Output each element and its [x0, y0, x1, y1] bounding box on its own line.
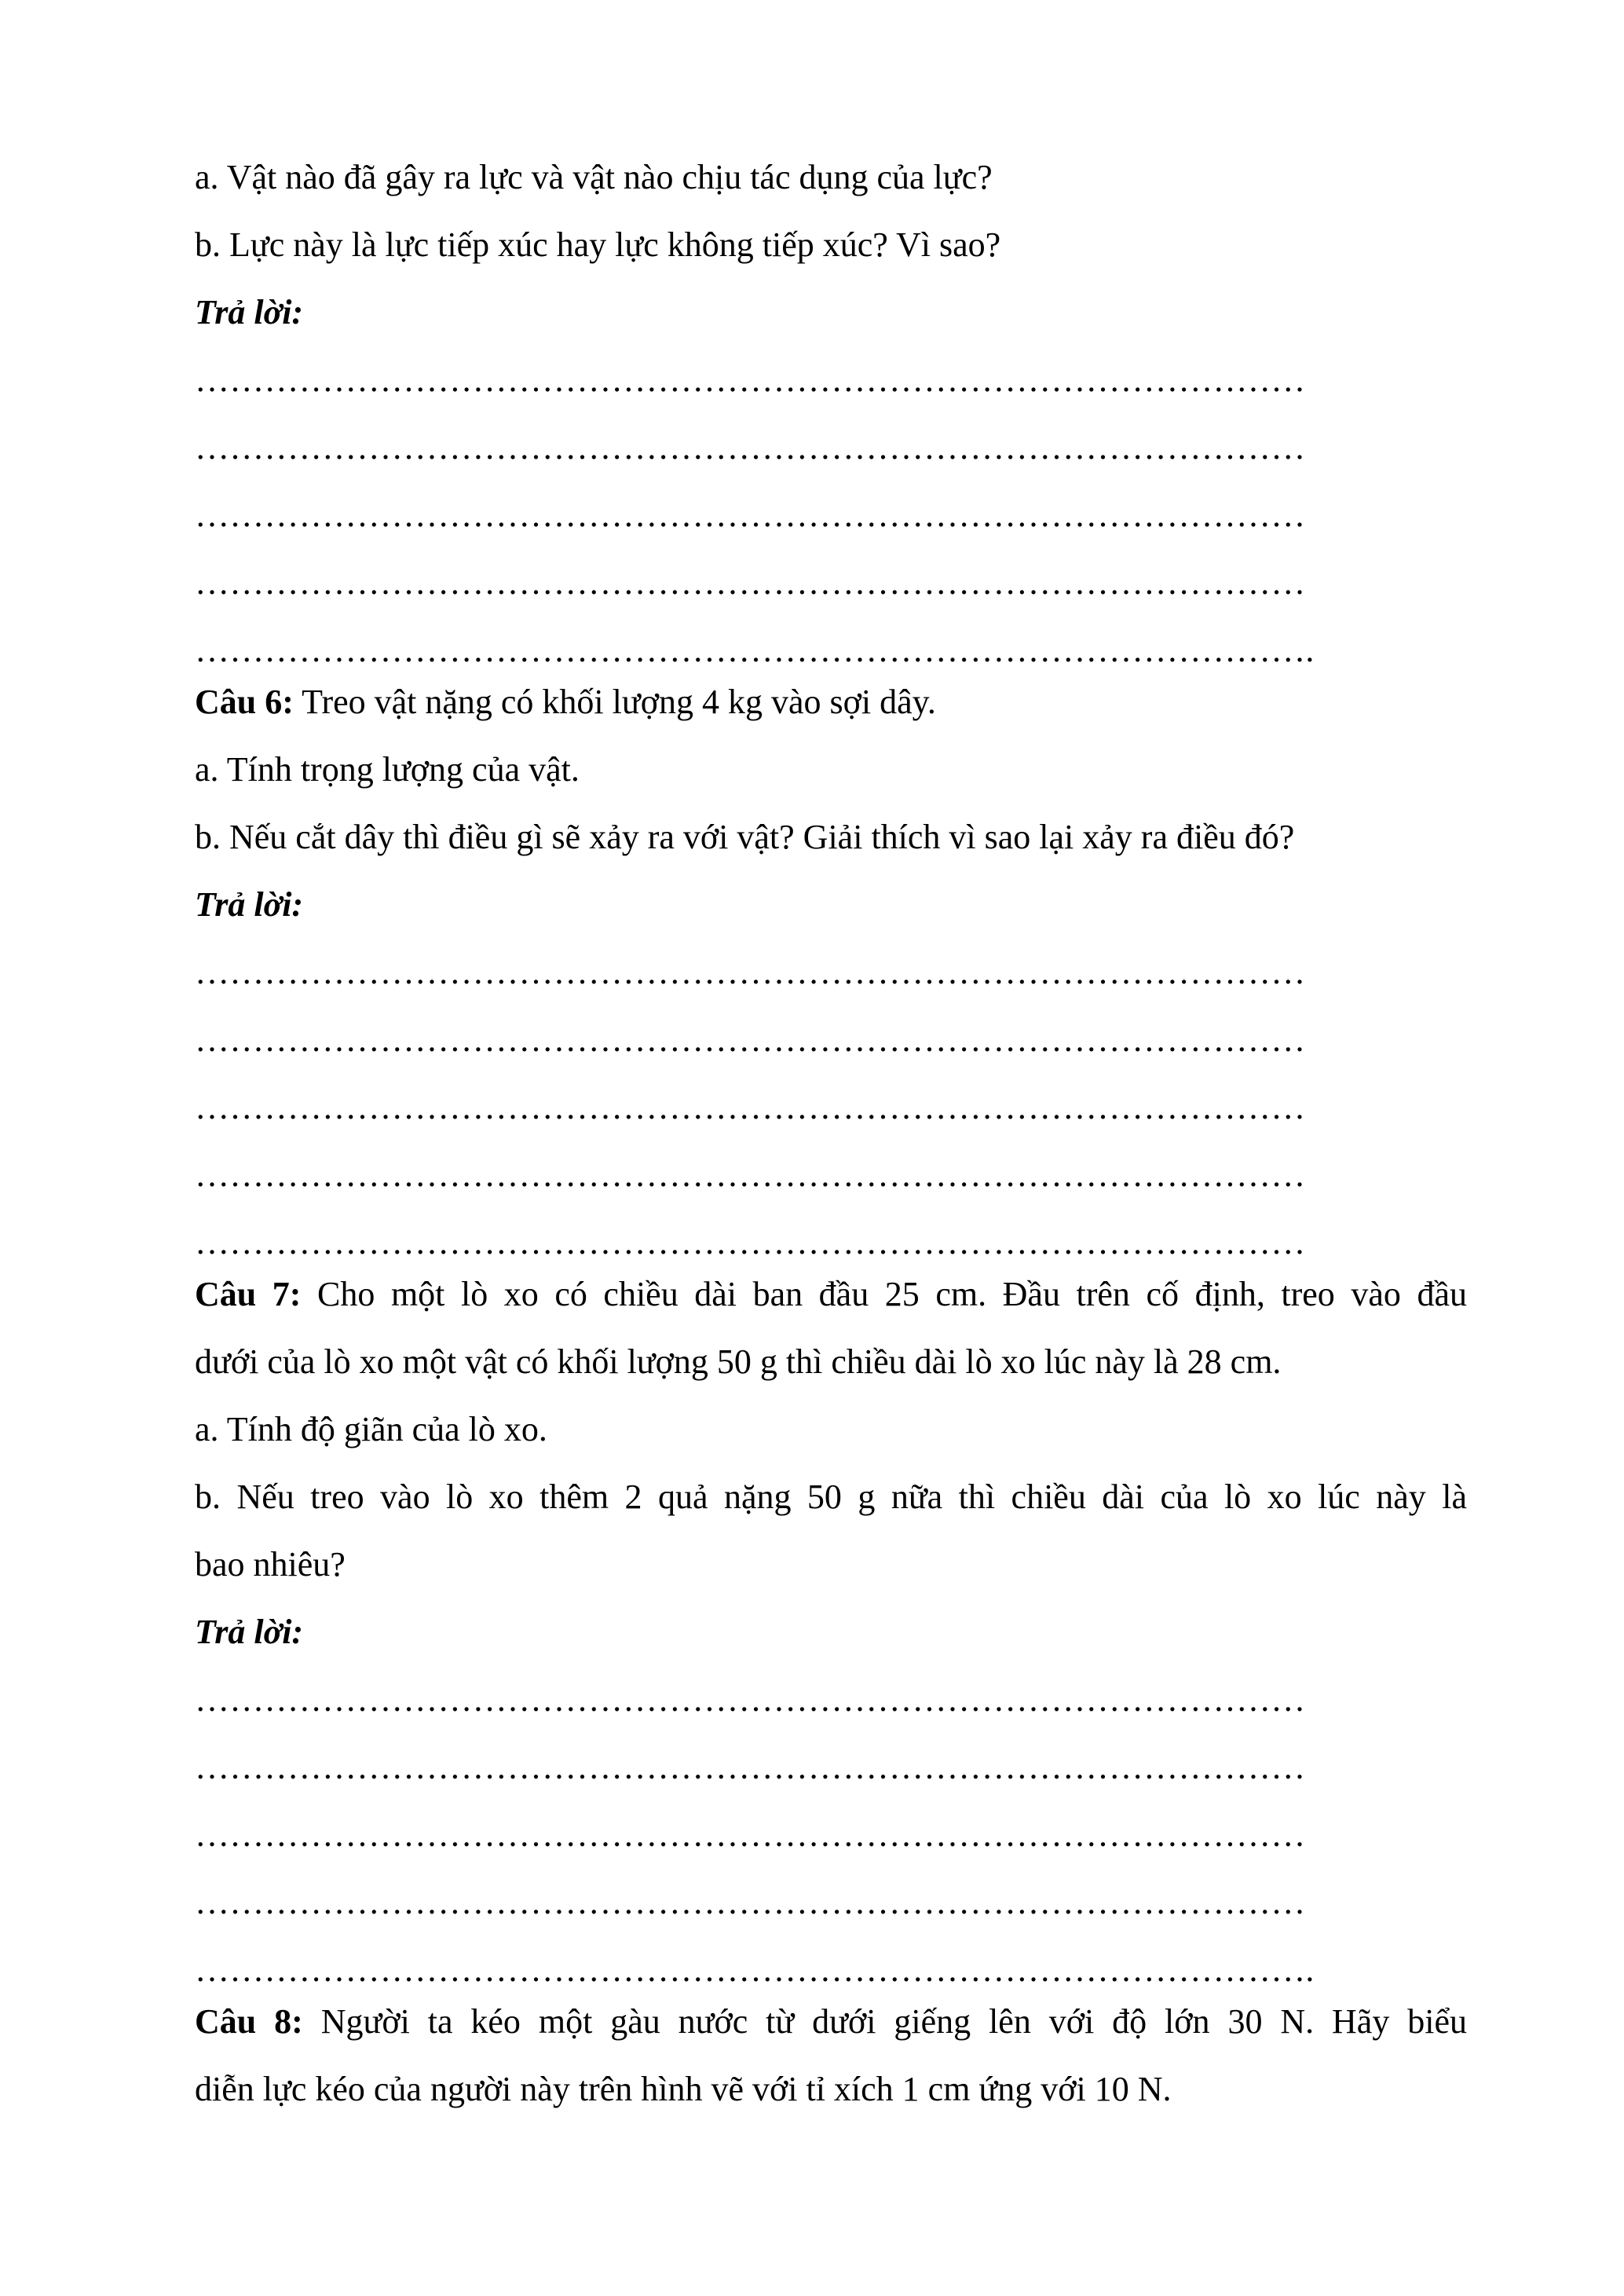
q8-question-line-1 [195, 2001, 1467, 2042]
q5-answer-line-3: …………………………………………………………………………………… [195, 496, 1306, 534]
q8-label: Câu 8: [195, 2002, 303, 2041]
q7-answer-line-3: …………………………………………………………………………………… [195, 1815, 1306, 1854]
q7-answer-label: Trả lời: [195, 1613, 304, 1651]
q6-answer-line-2: …………………………………………………………………………………… [195, 1020, 1306, 1059]
q7-answer-line-1: …………………………………………………………………………………… [195, 1680, 1306, 1719]
q5-answer-line-4: …………………………………………………………………………………… [195, 563, 1306, 602]
q5-part-b: b. Lực này là lực tiếp xúc hay lực không tiếp xúc? Vì sao? [195, 225, 1001, 264]
q5-part-a: a. Vật nào đã gây ra lực và vật nào chịu tác dụng của lực? [195, 158, 993, 196]
q6-question [195, 682, 936, 723]
q5-answer-line-2: …………………………………………………………………………………… [195, 428, 1306, 467]
q5-answer-label: Trả lời: [195, 293, 304, 331]
q7-answer-line-5: ……………………………………………………………………………………. [195, 1950, 1315, 1989]
q6-answer-line-1: …………………………………………………………………………………… [195, 953, 1306, 991]
q6-part-a: a. Tính trọng lượng của vật. [195, 750, 580, 789]
q6-part-b: b. Nếu cắt dây thì điều gì sẽ xảy ra với vật? Giải thích vì sao lại xảy ra điều đó? [195, 818, 1295, 856]
q7-part-a: a. Tính độ giãn của lò xo. [195, 1410, 547, 1448]
q6-label: Câu 6: [195, 683, 294, 721]
q6-answer-label: Trả lời: [195, 885, 304, 924]
q7-part-b-line-2: bao nhiêu? [195, 1545, 346, 1584]
q7-question-line-2: dưới của lò xo một vật có khối lượng 50 g thì chiều dài lò xo lúc này là 28 cm. [195, 1342, 1282, 1381]
q5-answer-line-1: …………………………………………………………………………………… [195, 361, 1306, 399]
q8-question-line-2: diễn lực kéo của người này trên hình vẽ với tỉ xích 1 cm ứng với 10 N. [195, 2070, 1172, 2108]
q6-answer-line-4: …………………………………………………………………………………… [195, 1155, 1306, 1194]
q5-answer-line-5: ……………………………………………………………………………………. [195, 631, 1315, 669]
q6-text: Treo vật nặng có khối lượng 4 kg vào sợi dây. [293, 683, 936, 721]
q7-part-b-line-1: b. Nếu treo vào lò xo thêm 2 quả nặng 50 g nữa thì chiều dài của lò xo lúc này là [195, 1478, 1467, 1516]
q8-text-1: Người ta kéo một gàu nước từ dưới giếng lên với độ lớn 30 N. Hãy biểu [302, 2002, 1467, 2041]
q7-text-1: Cho một lò xo có chiều dài ban đầu 25 cm. Đầu trên cố định, treo vào đầu [301, 1275, 1467, 1313]
q7-answer-line-4: …………………………………………………………………………………… [195, 1883, 1306, 1921]
q7-label: Câu 7: [195, 1275, 302, 1313]
q7-question-line-1 [195, 1274, 1467, 1315]
q7-answer-line-2: …………………………………………………………………………………… [195, 1748, 1306, 1786]
q6-answer-line-5: …………………………………………………………………………………… [195, 1223, 1306, 1262]
q6-answer-line-3: …………………………………………………………………………………… [195, 1088, 1306, 1126]
